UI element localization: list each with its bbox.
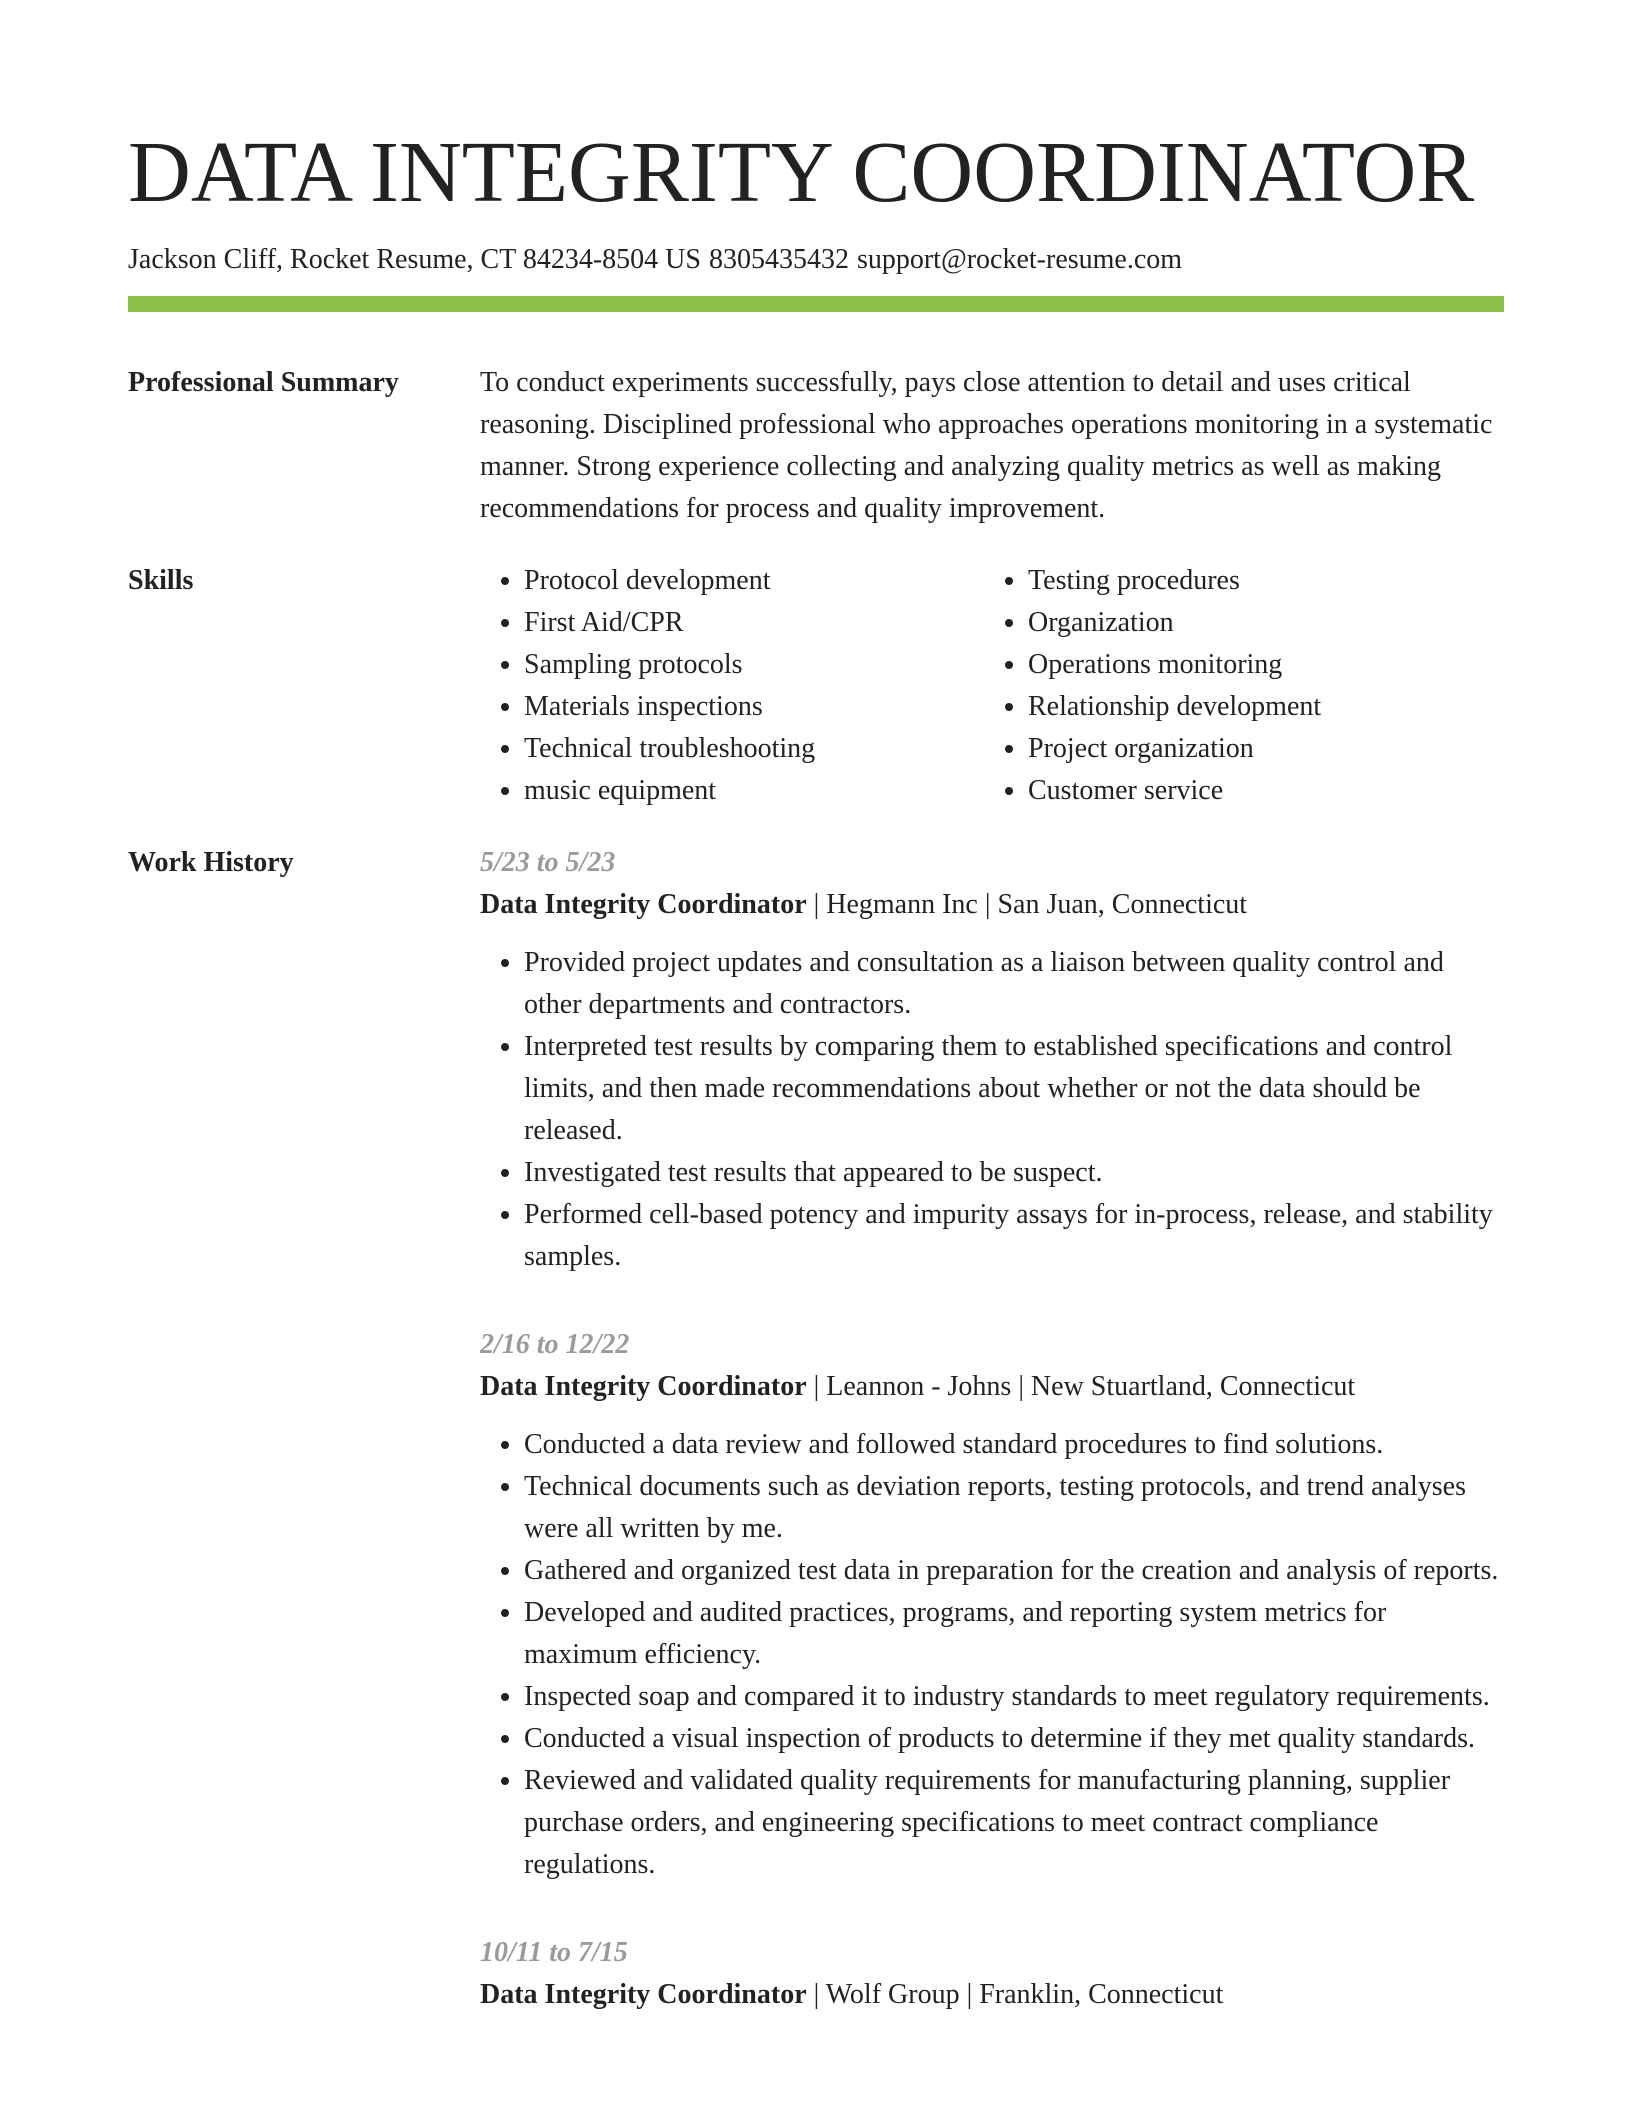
job-bullet: • Gathered and organized test data in preparation for the creation and analysis of reports. [524,1550,1504,1592]
job-entry [480,842,1504,1278]
job-entry [480,1932,1504,2016]
contact-phone: 8305435432 [708,244,849,275]
job-company: Hegmann Inc [826,889,978,920]
job-dates: 10/11 to 7/15 [480,1937,628,1968]
skill-item: • Organization [1028,602,1488,644]
skill-item: • music equipment [524,770,984,812]
job-bullets [480,942,1504,1278]
skill-item: • Sampling protocols [524,644,984,686]
job-heading: Data Integrity Coordinator | Wolf Group | Franklin, Connecticut [480,1979,1224,2010]
section-title: Skills [128,565,194,596]
job-bullet: • Inspected soap and compared it to industry standards to meet regulatory requirements. [524,1676,1504,1718]
job-bullet: • Interpreted test results by comparing them to established specifications and control limits, and then made recommendations about whether or not the data should be released. [524,1026,1504,1152]
job-heading: Data Integrity Coordinator | Hegmann Inc | San Juan, Connecticut [480,889,1248,920]
summary-text: To conduct experiments successfully, pays close attention to detail and uses critical reasoning. Disciplined professional who approaches operations monitoring in a systematic manner. Strong experience collecting and analyzing quality metrics as well as making recommendations for process and quality improvement. [480,367,1493,524]
job-location: Franklin, Connecticut [979,1979,1224,2010]
job-bullet: • Provided project updates and consultation as a liaison between quality control and other departments and contractors. [524,942,1504,1026]
section-title: Work History [128,847,294,878]
resume-page [128,112,1504,2062]
job-bullet: • Technical documents such as deviation reports, testing protocols, and trend analyses were all written by me. [524,1466,1504,1550]
job-title: Data Integrity Coordinator [480,1371,807,1402]
job-location: New Stuartland, Connecticut [1030,1371,1356,1402]
skill-item: • Testing procedures [1028,560,1488,602]
header-divider [128,296,1504,312]
job-bullet: • Conducted a data review and followed standard procedures to find solutions. [524,1424,1504,1466]
job-title: Data Integrity Coordinator [480,889,807,920]
job-entry [480,1324,1504,1886]
job-dates: 5/23 to 5/23 [480,847,616,878]
job-bullet: • Investigated test results that appeared to be suspect. [524,1152,1504,1194]
job-bullet: • Developed and audited practices, programs, and reporting system metrics for maximum efficiency. [524,1592,1504,1676]
skill-item: • First Aid/CPR [524,602,984,644]
job-company: Leannon - Johns [826,1371,1012,1402]
summary-section [128,362,1504,530]
job-company: Wolf Group [825,1979,960,2010]
skill-item: • Project organization [1028,728,1488,770]
job-title: Data Integrity Coordinator [480,1979,807,2010]
job-heading: Data Integrity Coordinator | Leannon - Johns | New Stuartland, Connecticut [480,1371,1356,1402]
job-bullet: • Reviewed and validated quality requirements for manufacturing planning, supplier purchase orders, and engineering specifications to meet contract compliance regulations. [524,1760,1504,1886]
skill-item: • Operations monitoring [1028,644,1488,686]
skills-section [128,560,1504,812]
job-bullet: • Conducted a visual inspection of products to determine if they met quality standards. [524,1718,1504,1760]
job-bullet: • Performed cell-based potency and impurity assays for in-process, release, and stability samples. [524,1194,1504,1278]
skill-item: • Customer service [1028,770,1488,812]
skill-item: • Materials inspections [524,686,984,728]
skill-item: • Protocol development [524,560,984,602]
contact-email: support@rocket-resume.com [856,244,1183,275]
skills-left-list [480,560,984,812]
contact-line [128,240,1504,280]
job-location: San Juan, Connecticut [997,889,1248,920]
section-title: Professional Summary [128,367,399,398]
contact-address: Jackson Cliff, Rocket Resume, CT 84234-8504 US [128,244,701,275]
skill-item: • Technical troubleshooting [524,728,984,770]
job-dates: 2/16 to 12/22 [480,1329,630,1360]
work-section [128,842,1504,2062]
skills-right-list [984,560,1488,812]
skill-item: • Relationship development [1028,686,1488,728]
resume-name: DATA INTEGRITY COORDINATOR [128,123,1475,220]
job-bullets [480,1424,1504,1886]
